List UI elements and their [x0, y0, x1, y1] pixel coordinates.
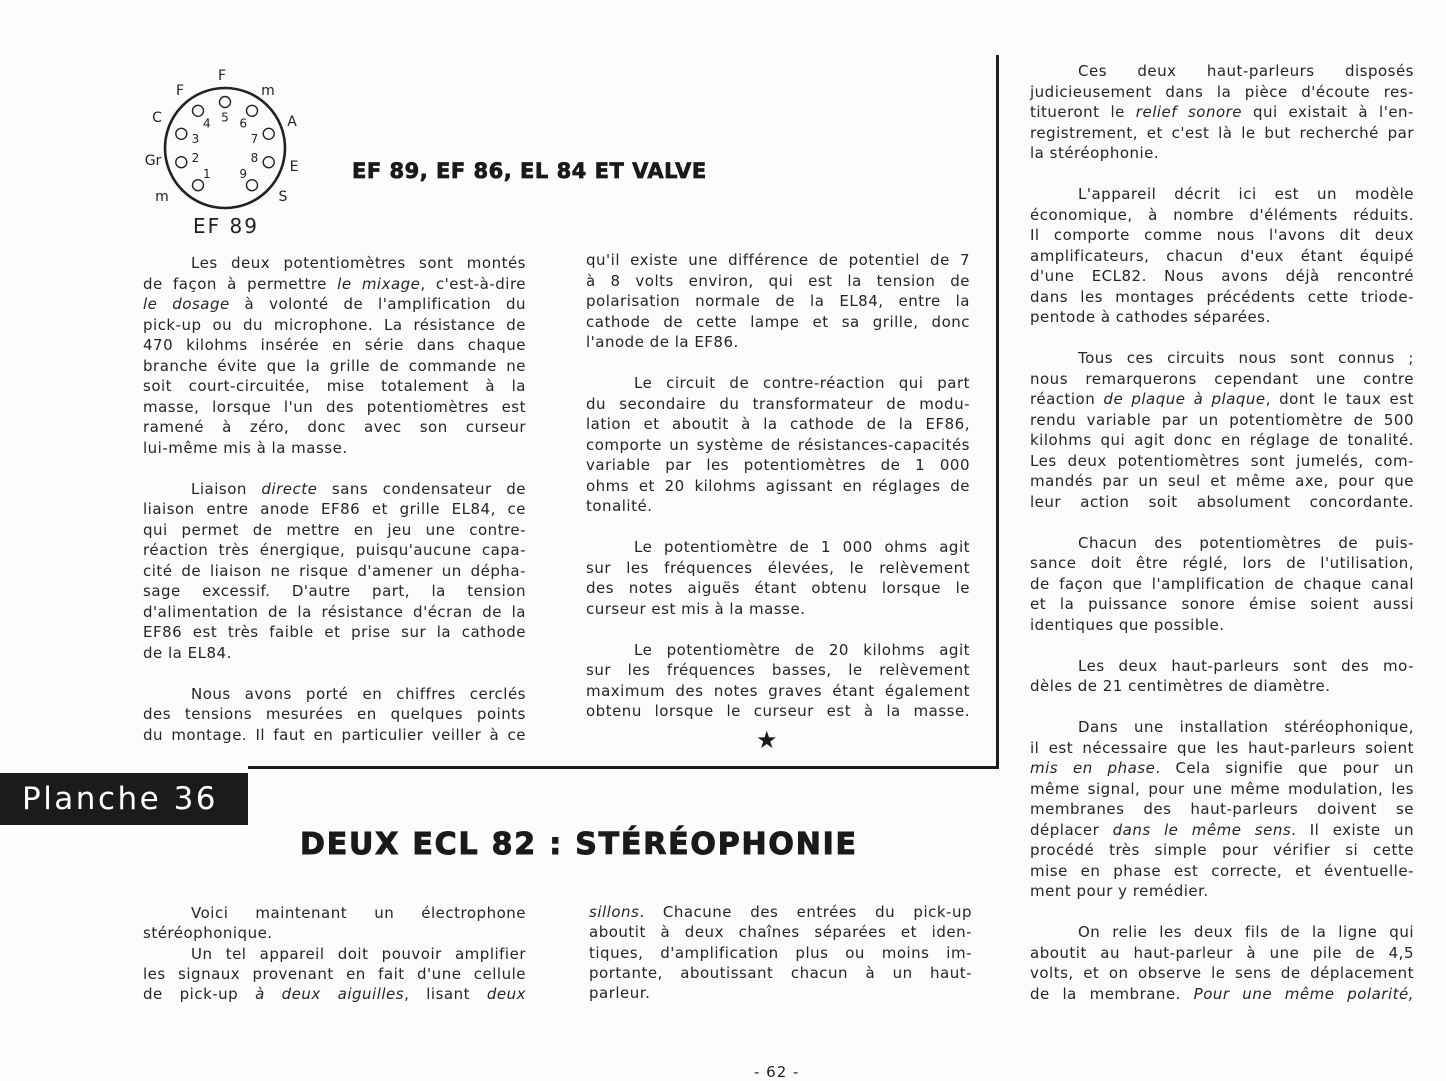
text-line: sage excessif. D'autre part, la tension: [143, 582, 526, 600]
text-line: pick-up ou du microphone. La résistance de: [143, 315, 526, 334]
text-line: portante, aboutissant chacun à un haut-: [589, 963, 972, 982]
pin-label: F: [217, 68, 227, 84]
pin-label: A: [287, 114, 297, 130]
text-line: Les deux potentiomètres sont jumelés, com-: [1030, 451, 1414, 470]
text-line: aboutit à deux chaînes séparées et iden-: [589, 923, 972, 942]
text-line: branche évite que la grille de commande ne: [143, 356, 526, 375]
text-line: variable par les potentiomètres de 1 000: [586, 456, 970, 474]
text-line: qu'il existe une différence de potentiel de 7: [586, 251, 970, 269]
text-line: Voici maintenant un électrophone: [191, 904, 526, 922]
text-line: 470 kilohms insérée en série dans chaque: [143, 336, 526, 354]
frame-vertical-rule: [996, 55, 999, 769]
text-segment: Liaison: [191, 479, 262, 498]
text-line: et la puissance sonore émise soient aussi: [1030, 595, 1414, 613]
text-line: lation et aboutit à la cathode de la EF86,: [586, 415, 970, 433]
text-line: cathode de cette lampe et sa grille, donc: [586, 312, 970, 331]
tube-pinout-diagram: [140, 60, 315, 242]
text-segment: , c'est-à-dire: [420, 274, 527, 293]
text-line: nous remarquerons cependant une contre: [1030, 369, 1414, 388]
pin-circle: [247, 180, 258, 191]
plate-banner: [0, 773, 248, 825]
paragraph: [1030, 656, 1414, 697]
pin-label: m: [261, 83, 275, 99]
text-segment: déplacer: [1030, 820, 1113, 839]
text-line: leur action soit absolument concordante.: [1030, 492, 1414, 511]
text-line: identiques que possible.: [1030, 615, 1225, 634]
text-line: obtenu lorsque le curseur est à la masse.: [586, 702, 970, 720]
text-line: lui-même mis à la masse.: [143, 438, 348, 457]
text-segment: . Cela signifie que pour un: [1155, 759, 1414, 777]
text-line: [589, 902, 972, 922]
pin-number: 5: [221, 110, 229, 125]
text-line: soit court-circuitée, mise totalement à la: [143, 377, 526, 395]
text-column-right: [1030, 61, 1414, 1004]
text-line: de la EL84.: [143, 643, 232, 662]
pin-number: 8: [250, 151, 259, 165]
pin-circle: [220, 97, 231, 108]
text-line: d'une ECL82. Nous avons déjà rencontré: [1030, 267, 1414, 285]
text-line: pentode à cathodes séparées.: [1030, 308, 1271, 326]
text-column-top-left: [143, 253, 526, 745]
text-column-bottom-middle: [589, 902, 972, 1003]
text-segment: , dont le taux est: [1265, 390, 1414, 408]
paragraph: [589, 902, 972, 1003]
text-line: Un tel appareil doit pouvoir amplifier: [191, 944, 526, 963]
paragraph: [1030, 61, 1414, 164]
text-line: rendu variable par un potentiomètre de 500: [1030, 410, 1414, 429]
paragraph: [143, 903, 526, 944]
text-line: qui permet de mettre en jeu une contre-: [143, 520, 526, 539]
pin-circle: [247, 105, 258, 116]
text-segment: . Il existe un: [1291, 820, 1414, 839]
frame-horizontal-rule: [248, 766, 999, 769]
text-line: du secondaire du transformateur de modu-: [586, 394, 970, 413]
paragraph: [1030, 717, 1414, 902]
paragraph: [143, 479, 526, 664]
text-line: même signal, pour une même modulation, les: [1030, 779, 1414, 798]
text-line: liaison entre anode EF86 et grille EL84, ce: [143, 500, 526, 518]
text-line: Le circuit de contre-réaction qui part: [634, 374, 970, 392]
text-line: cité de liaison ne risque d'amener un dépha-: [143, 561, 526, 580]
italic-text-segment: à deux aiguilles: [255, 985, 405, 1004]
page-number: - 62 -: [754, 1063, 800, 1081]
text-line: membranes des haut-parleurs doivent se: [1030, 800, 1414, 818]
text-line: Chacun des potentiomètres de puis-: [1078, 533, 1414, 552]
paragraph: [586, 373, 970, 517]
text-line: Nous avons porté en chiffres cerclés: [191, 684, 526, 703]
pin-label: m: [155, 189, 169, 205]
text-line: les signaux provenant en fait d'une cellule: [143, 964, 526, 983]
italic-text-segment: relief sonore: [1135, 103, 1243, 121]
text-segment: de pick-up: [143, 985, 256, 1004]
pin-label: F: [175, 83, 185, 99]
text-segment: qui existait à l'en-: [1242, 103, 1414, 121]
text-segment: réaction: [1030, 390, 1104, 408]
text-line: économique, à nombre d'éléments réduits.: [1030, 205, 1414, 224]
pin-number: 3: [191, 132, 200, 146]
text-line: du montage. Il faut en particulier veiller à ce: [143, 725, 526, 744]
text-line: tiques, d'amplification plus ou moins im-: [589, 943, 972, 962]
text-segment: de façon à permettre: [143, 274, 338, 293]
text-line: [143, 479, 526, 500]
text-line: ramené à zéro, donc avec son curseur: [143, 418, 526, 436]
pin-number: 1: [202, 167, 211, 181]
text-line: amplificateurs, chacun d'eux étant équipé: [1030, 246, 1414, 265]
article-title: DEUX ECL 82 : STÉRÉOPHONIE: [300, 827, 858, 862]
paragraph: [1030, 184, 1414, 328]
text-line: [143, 294, 526, 315]
pin-number: 7: [250, 132, 259, 146]
text-line: curseur est mis à la masse.: [586, 599, 806, 618]
text-line: registrement, et c'est là le but recherché par: [1030, 123, 1414, 142]
text-segment: titueront le: [1030, 103, 1136, 121]
pin-label: S: [278, 189, 288, 205]
italic-text-segment: mis en phase: [1030, 759, 1156, 777]
text-line: [143, 274, 526, 295]
plate-banner-label: Planche 36: [22, 781, 219, 817]
text-line: [143, 984, 526, 1004]
text-line: [1030, 102, 1414, 123]
pin-circle: [176, 128, 187, 139]
text-line: judicieusement dans la pièce d'écoute res-: [1030, 82, 1414, 101]
text-line: des tensions mesurées en quelques points: [143, 705, 526, 723]
text-line: mandés par un seul et même axe, pour que: [1030, 472, 1414, 490]
text-line: kilohms qui agit donc en réglage de tonalité.: [1030, 431, 1414, 449]
text-line: volts, et on observe le sens de déplacement: [1030, 964, 1414, 982]
text-line: la stéréophonie.: [1030, 144, 1160, 162]
text-segment: à volonté de l'amplification du: [229, 295, 526, 313]
paragraph: [586, 250, 970, 353]
text-line: On relie les deux fils de la ligne qui: [1078, 923, 1414, 941]
text-line: Ces deux haut-parleurs disposés: [1078, 62, 1414, 80]
text-line: d'alimentation de la résistance d'écran de la: [143, 602, 526, 621]
text-line: réaction très énergique, puisqu'aucune capa-: [143, 541, 526, 559]
italic-text-segment: dans le même sens: [1112, 820, 1292, 839]
paragraph: [143, 944, 526, 1005]
text-line: parleur.: [589, 984, 651, 1003]
text-line: aboutit au haut-parleur à une pile de 4,5: [1030, 943, 1414, 962]
text-line: stéréophonique.: [143, 924, 273, 943]
text-line: sur les fréquences élevées, le relèvement: [586, 558, 970, 577]
text-segment: , lisant: [404, 985, 487, 1004]
star-ornament: ★: [756, 726, 778, 754]
text-line: [1030, 984, 1414, 1005]
italic-text-segment: deux: [486, 985, 526, 1004]
paragraph: [143, 684, 526, 746]
text-line: polarisation normale de la EL84, entre la: [586, 292, 970, 310]
pin-number: 6: [239, 116, 248, 131]
text-line: de façon que l'amplification de chaque canal: [1030, 574, 1414, 593]
paragraph: [1030, 348, 1414, 512]
pin-label: Gr: [144, 153, 162, 169]
text-line: [1030, 820, 1414, 841]
text-line: Dans une installation stéréophonique,: [1078, 718, 1414, 736]
section-title: EF 89, EF 86, EL 84 ET VALVE: [352, 159, 707, 183]
paragraph: [1030, 533, 1414, 636]
italic-text-segment: Pour une même polarité,: [1193, 984, 1414, 1003]
paragraph: [586, 537, 970, 619]
text-line: Il comporte comme nous l'avons dit deux: [1030, 226, 1414, 244]
pin-label: E: [289, 159, 299, 175]
text-line: Les deux potentiomètres sont montés: [191, 254, 526, 272]
text-line: sur les fréquences basses, le relèvement: [586, 661, 970, 679]
text-line: L'appareil décrit ici est un modèle: [1078, 185, 1414, 203]
pin-circle: [193, 180, 204, 191]
italic-text-segment: sillons: [589, 903, 640, 921]
text-line: dans les montages précédents cette triode-: [1030, 287, 1414, 306]
text-line: ohms et 20 kilohms agissant en réglages de: [586, 476, 970, 495]
text-line: masse, lorsque l'un des potentiomètres est: [143, 397, 526, 416]
text-line: il est nécessaire que les haut-parleurs soient: [1030, 738, 1414, 757]
text-segment: sans condensateur de: [317, 479, 526, 498]
tube-base-circle: [165, 88, 285, 208]
pin-number: 9: [239, 167, 248, 181]
text-line: Le potentiomètre de 20 kilohms agit: [634, 640, 970, 659]
italic-text-segment: de plaque à plaque: [1103, 390, 1266, 408]
text-column-bottom-left: [143, 903, 526, 1004]
text-line: des notes aiguës étant obtenu lorsque le: [586, 579, 970, 597]
text-line: [1030, 758, 1414, 779]
pin-number: 2: [191, 151, 200, 165]
italic-text-segment: le dosage: [143, 295, 230, 313]
text-line: EF86 est très faible et prise sur la cathode: [143, 623, 526, 641]
italic-text-segment: directe: [261, 479, 318, 498]
text-line: [1030, 389, 1414, 410]
italic-text-segment: le mixage: [337, 274, 421, 293]
text-line: Tous ces circuits nous sont connus ;: [1078, 349, 1414, 367]
pin-circle: [193, 105, 204, 116]
text-line: sance doit être réglé, lors de l'utilisation,: [1030, 554, 1414, 572]
text-line: l'anode de la EF86.: [586, 333, 739, 351]
paragraph: [143, 253, 526, 458]
text-line: à 8 volts environ, qui est la tension de: [586, 271, 970, 290]
text-line: ment pour y remédier.: [1030, 882, 1209, 900]
text-line: dèles de 21 centimètres de diamètre.: [1030, 677, 1331, 695]
text-line: tonalité.: [586, 497, 653, 515]
text-segment: de la membrane.: [1030, 984, 1194, 1003]
pin-circle: [176, 157, 187, 168]
text-segment: . Chacune des entrées du pick-up: [639, 903, 972, 921]
text-line: maximum des notes graves étant également: [586, 681, 970, 700]
text-line: Le potentiomètre de 1 000 ohms agit: [634, 538, 970, 556]
paragraph: [586, 640, 970, 722]
text-line: mise en phase est correcte, et éventuelle-: [1030, 861, 1414, 880]
pin-label: C: [152, 110, 162, 126]
pin-circle: [263, 128, 274, 139]
pin-circle: [263, 157, 274, 168]
text-line: procédé très simple pour vérifier si cette: [1030, 841, 1414, 859]
text-line: comporte un système de résistances-capacités: [586, 435, 970, 454]
text-line: Les deux haut-parleurs sont des mo-: [1078, 656, 1414, 675]
text-column-top-middle: [586, 250, 970, 722]
paragraph: [1030, 922, 1414, 1004]
pin-number: 4: [202, 116, 211, 131]
tube-name-label: EF 89: [193, 214, 259, 238]
